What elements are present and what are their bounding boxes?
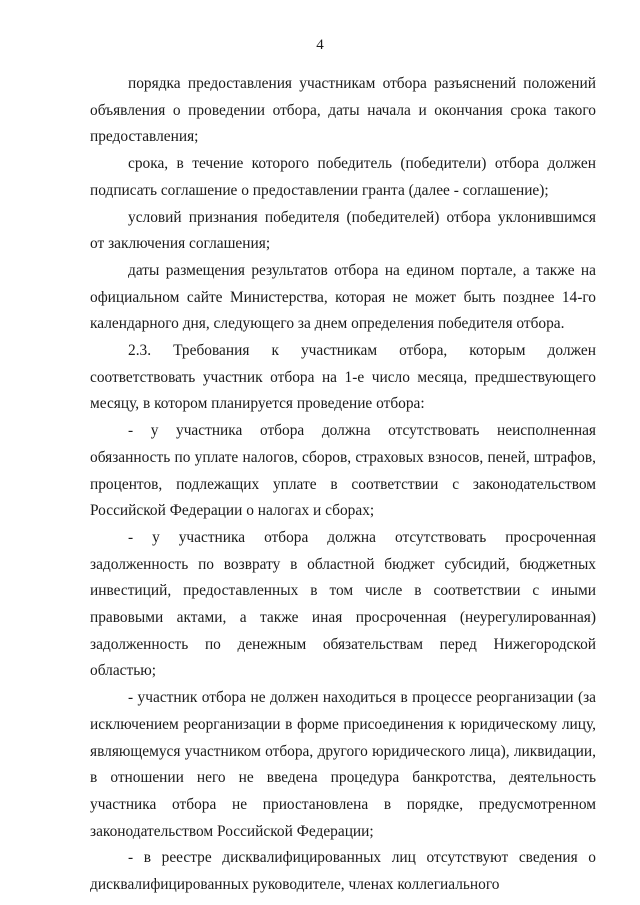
paragraph-results-publication-date: даты размещения результатов отбора на едином портале, а также на официальном сайте Министерства, которая не может быть позднее 14-го календарного дня, следующего за днем определения победителя отбора. xyxy=(90,261,596,333)
paragraph-no-tax-debt: - у участника отбора должна отсутствовать неисполненная обязанность по уплате налогов, сборов, страховых взносов, пеней, штрафов, процентов, подлежащих уплате в соответствии с законодательством Российской Федерации о налогах и сборах; xyxy=(90,422,596,520)
paragraph-section-2-3-requirements: 2.3. Требования к участникам отбора, которым должен соответствовать участник отбора на 1-е число месяца, предшествующего месяцу, в котором планируется проведение отбора: xyxy=(90,342,596,413)
paragraph-disqualified-persons-registry: - в реестре дисквалифицированных лиц отсутствуют сведения о дисквалифицированных руководителе, членах коллегиального xyxy=(90,849,596,894)
document-body xyxy=(90,71,596,899)
paragraph-clarification-period: порядка предоставления участникам отбора разъяснений положений объявления о проведении отбора, даты начала и окончания срока такого предоставления; xyxy=(90,75,596,146)
page-number: 4 xyxy=(316,37,324,53)
paragraph-agreement-signing-term: срока, в течение которого победитель (победители) отбора должен подписать соглашение о предоставлении гранта (далее - соглашение); xyxy=(90,155,596,199)
paragraph-no-reorganization: - участник отбора не должен находиться в процессе реорганизации (за исключением реорганизации в форме присоединения к юридическому лицу, являющемуся участником отбора, другого юридического лица), ликвидации, в отношении него не введена процедура банкротства, деятельность участника отбора не приостановлена в порядке, предусмотренном законодательством Российской Федерации; xyxy=(90,689,596,840)
paragraph-evasion-conditions: условий признания победителя (победителей) отбора уклонившимся от заключения соглашения; xyxy=(90,208,596,253)
paragraph-no-budget-arrears: - у участника отбора должна отсутствовать просроченная задолженность по возврату в областной бюджет субсидий, бюджетных инвестиций, предоставленных в том числе в соответствии с иными правовыми актами, а также иная просроченная (неурегулированная) задолженность по денежным обязательствам перед Нижегородской областью; xyxy=(90,528,596,680)
